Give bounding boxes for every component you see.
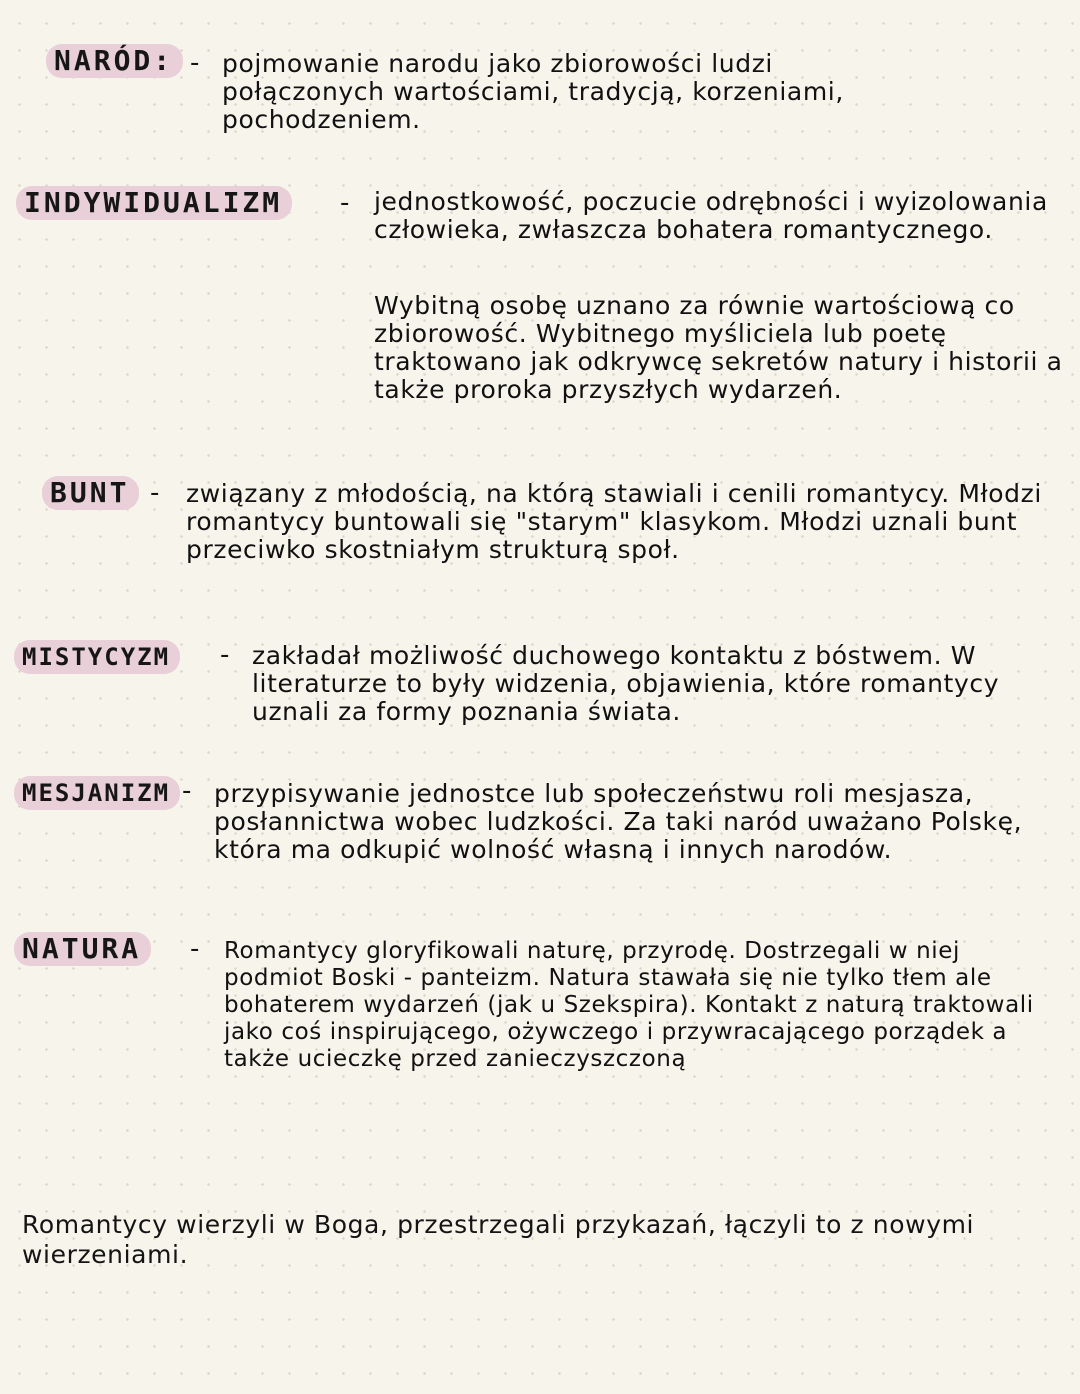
term-label: MESJANIZM xyxy=(14,776,180,810)
dash: - xyxy=(190,48,200,78)
closing-note: Romantycy wierzyli w Boga, przestrzegali przykazań, łączyli to z nowymi wierzeniami. xyxy=(22,1210,975,1269)
definition-text: przypisywanie jednostce lub społeczeństwu roli mesjasza, posłannictwa wobec ludzkości. Za taki naród uważano Polskę, która ma odkupić wolność własną i innych narodów. xyxy=(214,779,1023,864)
term-label: INDYWIDUALIZM xyxy=(16,186,292,220)
term-label: NARÓD: xyxy=(46,44,183,78)
dash: - xyxy=(220,640,230,670)
definition-text: związany z młodością, na którą stawiali i cenili romantycy. Młodzi romantycy buntowali się "starym" klasykom. Młodzi uznali bunt przeciwko skostniałym strukturą społ. xyxy=(186,479,1042,564)
term-label: BUNT xyxy=(42,476,139,510)
dash: - xyxy=(150,478,160,508)
dash: - xyxy=(190,934,200,964)
definition-text: jednostkowość, poczucie odrębności i wyizolowania człowieka, zwłaszcza bohatera romantycznego. xyxy=(374,187,1048,244)
dash: - xyxy=(340,188,350,218)
definition-text: pojmowanie narodu jako zbiorowości ludzi połączonych wartościami, tradycją, korzeniami, pochodzeniem. xyxy=(222,49,844,134)
dash: - xyxy=(182,776,192,806)
term-label: MISTYCYZM xyxy=(14,640,180,674)
definition-text-continued: Wybitną osobę uznano za równie wartościową co zbiorowość. Wybitnego myśliciela lub poetę traktowano jak odkrywcę sekretów natury i historii a także proroka przyszłych wydarzeń. xyxy=(374,291,1063,404)
term-label: NATURA xyxy=(14,932,151,966)
definition-text: zakładał możliwość duchowego kontaktu z bóstwem. W literaturze to były widzenia, objawienia, które romantycy uznali za formy poznania świata. xyxy=(252,641,1000,726)
definition-text: Romantycy gloryfikowali naturę, przyrodę. Dostrzegali w niej podmiot Boski - panteizm. Natura stawała się nie tylko tłem ale bohaterem wydarzeń (jak u Szekspira). Kontakt z naturą traktowali jako coś inspirującego, ożywczego i przywracającego porządek a także ucieczkę przed zanieczyszczoną xyxy=(224,938,1034,1072)
